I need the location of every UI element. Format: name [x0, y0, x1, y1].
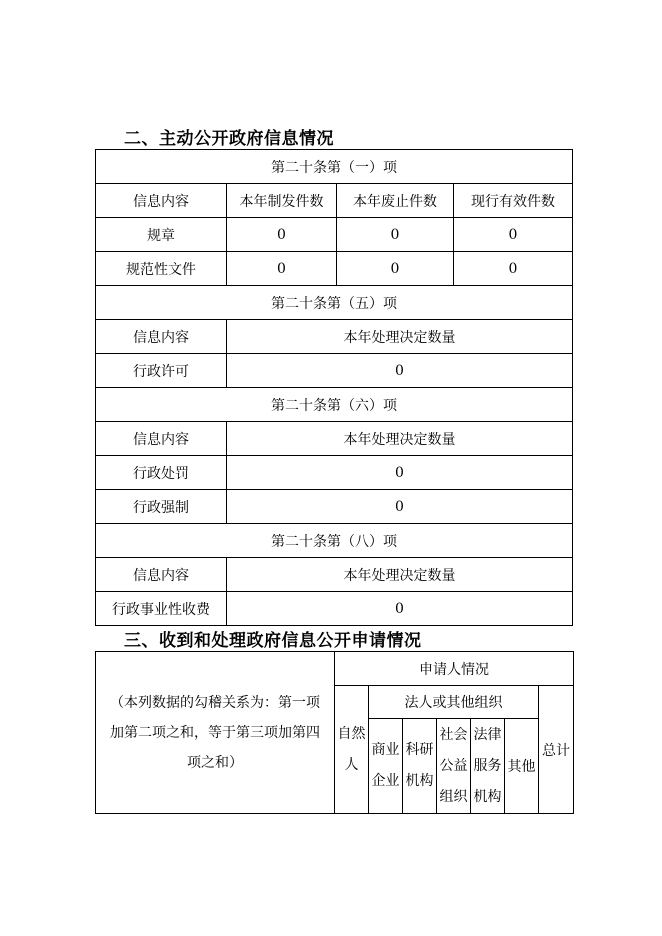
- header-line: 自然: [337, 725, 366, 742]
- table-row: [96, 592, 573, 626]
- social-welfare-org-header: [437, 719, 471, 814]
- table-row: [96, 218, 573, 252]
- cell-value: 0: [337, 218, 454, 252]
- cell-value: 0: [227, 592, 573, 626]
- table-row: [96, 252, 573, 286]
- cell-value: 0: [337, 252, 454, 286]
- art6-header: 第二十条第（六）项: [96, 388, 573, 422]
- table-row: [96, 354, 573, 388]
- legal-entity-header: 法人或其他组织: [369, 686, 539, 719]
- header-line: 人: [344, 756, 359, 773]
- section-2-title: 二、主动公开政府信息情况: [124, 129, 334, 149]
- header-line: 法律: [473, 726, 502, 743]
- cell-value: 0: [227, 456, 573, 490]
- col-info-content: 信息内容: [96, 320, 227, 354]
- col-issued: 本年制发件数: [227, 184, 337, 218]
- header-line: 服务: [473, 757, 502, 774]
- col-valid: 现行有效件数: [454, 184, 573, 218]
- art1-header: 第二十条第（一）项: [96, 150, 573, 184]
- col-abolished: 本年废止件数: [337, 184, 454, 218]
- natural-person-header: [335, 686, 369, 814]
- col-info-content: 信息内容: [96, 184, 227, 218]
- row-label: 行政许可: [96, 354, 227, 388]
- table-row: [96, 456, 573, 490]
- note-line: （本列数据的勾稽关系为：第一项: [110, 694, 320, 711]
- row-label: 规章: [96, 218, 227, 252]
- note-line: 加第二项之和，等于第三项加第四: [110, 724, 320, 741]
- col-info-content: 信息内容: [96, 558, 227, 592]
- applicant-header: 申请人情况: [335, 652, 574, 686]
- research-institution-header: [403, 719, 437, 814]
- other-header: 其他: [505, 719, 539, 814]
- col-decisions: 本年处理决定数量: [227, 320, 573, 354]
- row-label: 规范性文件: [96, 252, 227, 286]
- section-3-title: 三、收到和处理政府信息公开申请情况: [124, 631, 422, 651]
- row-label: 行政事业性收费: [96, 592, 227, 626]
- row-label: 行政强制: [96, 490, 227, 524]
- header-line: 机构: [473, 788, 502, 805]
- total-header: 总计: [539, 686, 574, 814]
- legal-service-org-header: [471, 719, 505, 814]
- note-line: 项之和）: [187, 754, 243, 771]
- header-line: 企业: [371, 773, 400, 789]
- cell-value: 0: [227, 354, 573, 388]
- cell-value: 0: [227, 252, 337, 286]
- table-row: [96, 490, 573, 524]
- header-line: 商业: [371, 742, 400, 758]
- row-label: 行政处罚: [96, 456, 227, 490]
- header-line: 社会: [439, 726, 468, 743]
- cell-value: 0: [454, 252, 573, 286]
- reconciliation-note: [96, 652, 335, 814]
- col-decisions: 本年处理决定数量: [227, 558, 573, 592]
- proactive-disclosure-table: [95, 149, 573, 626]
- header-line: 科研: [405, 742, 434, 758]
- commercial-enterprise-header: [369, 719, 403, 814]
- header-line: 公益: [439, 757, 468, 774]
- col-info-content: 信息内容: [96, 422, 227, 456]
- applications-table: [95, 651, 574, 814]
- art5-header: 第二十条第（五）项: [96, 286, 573, 320]
- cell-value: 0: [227, 218, 337, 252]
- col-decisions: 本年处理决定数量: [227, 422, 573, 456]
- cell-value: 0: [227, 490, 573, 524]
- header-line: 组织: [439, 788, 468, 805]
- art8-header: 第二十条第（八）项: [96, 524, 573, 558]
- header-line: 机构: [405, 773, 434, 789]
- cell-value: 0: [454, 218, 573, 252]
